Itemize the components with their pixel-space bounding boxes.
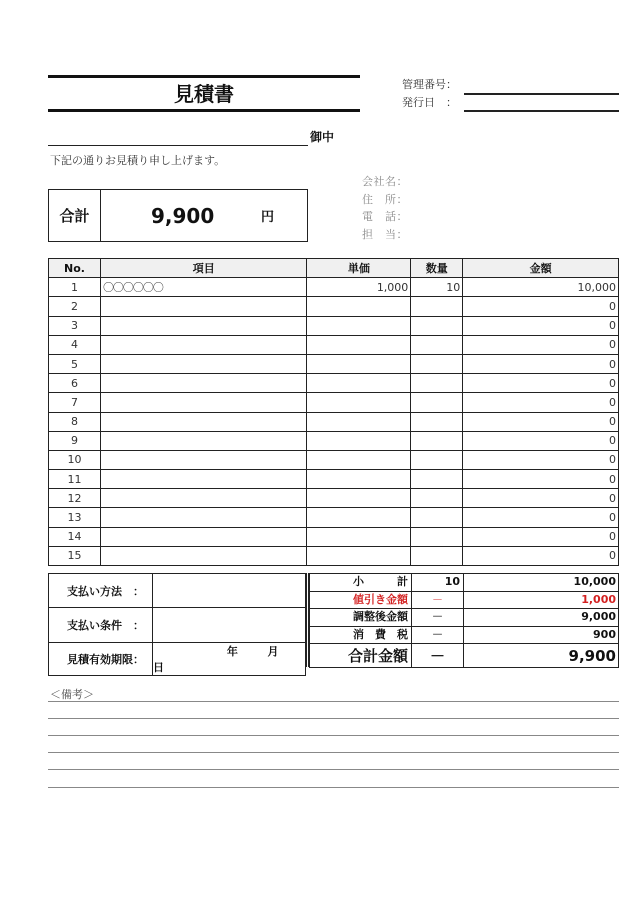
cell-item[interactable] bbox=[100, 393, 307, 412]
table-row bbox=[49, 450, 619, 469]
cell-amount: 0 bbox=[463, 354, 619, 373]
cell-unit-price[interactable] bbox=[307, 508, 411, 527]
table-row bbox=[49, 508, 619, 527]
cell-qty[interactable] bbox=[411, 489, 463, 508]
remarks-line[interactable] bbox=[48, 735, 619, 736]
year-label: 年 bbox=[226, 645, 238, 658]
cell-qty[interactable] bbox=[411, 354, 463, 373]
cell-no: 12 bbox=[49, 489, 101, 508]
currency-label: 円 bbox=[261, 210, 275, 225]
cell-item[interactable] bbox=[100, 335, 307, 354]
cell-no: 8 bbox=[49, 412, 101, 431]
cell-qty[interactable] bbox=[411, 508, 463, 527]
payment-method-label: 支払い方法 ： bbox=[49, 574, 153, 608]
cell-qty[interactable] bbox=[411, 546, 463, 565]
discount-label: 値引き金額 bbox=[310, 591, 412, 609]
cell-no: 6 bbox=[49, 374, 101, 393]
table-row bbox=[49, 278, 619, 297]
cell-amount: 0 bbox=[463, 508, 619, 527]
cell-qty[interactable] bbox=[411, 393, 463, 412]
cell-amount: 0 bbox=[463, 527, 619, 546]
cell-amount: 0 bbox=[463, 431, 619, 450]
table-row bbox=[49, 546, 619, 565]
table-row bbox=[49, 316, 619, 335]
header-no: No. bbox=[49, 259, 101, 278]
cell-amount: 0 bbox=[463, 412, 619, 431]
table-row bbox=[49, 527, 619, 546]
header-quantity: 数量 bbox=[411, 259, 463, 278]
cell-item[interactable]: 〇〇〇〇〇〇 bbox=[100, 278, 307, 297]
subtotal-qty: 10 bbox=[412, 574, 464, 592]
grand-total-label: 合計金額 bbox=[310, 644, 412, 668]
table-row bbox=[49, 354, 619, 373]
cell-qty[interactable] bbox=[411, 412, 463, 431]
cell-no: 3 bbox=[49, 316, 101, 335]
cell-unit-price[interactable] bbox=[307, 335, 411, 354]
cell-item[interactable] bbox=[100, 354, 307, 373]
cell-amount: 10,000 bbox=[463, 278, 619, 297]
total-box bbox=[48, 189, 308, 242]
cell-unit-price[interactable] bbox=[307, 527, 411, 546]
remarks-line[interactable] bbox=[48, 718, 619, 719]
cell-item[interactable] bbox=[100, 470, 307, 489]
table-row bbox=[49, 470, 619, 489]
company-info bbox=[362, 173, 408, 243]
remarks-line[interactable] bbox=[48, 787, 619, 788]
cell-item[interactable] bbox=[100, 527, 307, 546]
cell-no: 7 bbox=[49, 393, 101, 412]
cell-amount: 0 bbox=[463, 546, 619, 565]
cell-unit-price[interactable] bbox=[307, 374, 411, 393]
cell-no: 9 bbox=[49, 431, 101, 450]
cell-qty[interactable] bbox=[411, 527, 463, 546]
cell-no: 4 bbox=[49, 335, 101, 354]
cell-qty[interactable] bbox=[411, 335, 463, 354]
cell-no: 5 bbox=[49, 354, 101, 373]
total-label: 合計 bbox=[49, 190, 101, 241]
day-label: 日 bbox=[153, 661, 164, 674]
month-label: 月 bbox=[267, 645, 279, 658]
cell-amount: 0 bbox=[463, 335, 619, 354]
cell-qty[interactable]: 10 bbox=[411, 278, 463, 297]
payment-table bbox=[48, 573, 306, 676]
cell-amount: 0 bbox=[463, 470, 619, 489]
cell-unit-price[interactable] bbox=[307, 546, 411, 565]
cell-qty[interactable] bbox=[411, 470, 463, 489]
cell-no: 13 bbox=[49, 508, 101, 527]
table-row bbox=[49, 393, 619, 412]
validity-field[interactable] bbox=[153, 643, 306, 676]
cell-qty[interactable] bbox=[411, 431, 463, 450]
remarks-line[interactable] bbox=[48, 701, 619, 702]
phone-label: 電 話： bbox=[362, 210, 408, 223]
tax-label: 消 費 税 bbox=[310, 626, 412, 644]
discount-amount[interactable]: 1,000 bbox=[464, 591, 619, 609]
cell-no: 15 bbox=[49, 546, 101, 565]
table-row bbox=[49, 489, 619, 508]
payment-terms-label: 支払い条件 ： bbox=[49, 608, 153, 643]
company-name-label: 会社名： bbox=[362, 175, 408, 188]
tax-row bbox=[310, 626, 619, 644]
cell-unit-price[interactable] bbox=[307, 316, 411, 335]
adjusted-qty: － bbox=[412, 609, 464, 627]
management-number-label: 管理番号： bbox=[402, 78, 457, 91]
contact-label: 担 当： bbox=[362, 227, 408, 241]
grand-total-row bbox=[310, 644, 619, 668]
remarks-label: ＜備考＞ bbox=[50, 688, 94, 701]
adjusted-row bbox=[310, 609, 619, 627]
remarks-line[interactable] bbox=[48, 769, 619, 770]
intro-text: 下記の通りお見積り申し上げます。 bbox=[50, 154, 226, 167]
cell-item[interactable] bbox=[100, 508, 307, 527]
tax-amount: 900 bbox=[464, 626, 619, 644]
cell-unit-price[interactable]: 1,000 bbox=[307, 278, 411, 297]
subtotal-amount: 10,000 bbox=[464, 574, 619, 592]
header-unit-price: 単価 bbox=[307, 259, 411, 278]
document-title: 見積書 bbox=[174, 82, 234, 106]
cell-unit-price[interactable] bbox=[307, 470, 411, 489]
cell-no: 2 bbox=[49, 297, 101, 316]
summary-table bbox=[309, 573, 619, 668]
management-number-field[interactable] bbox=[464, 93, 619, 95]
issue-date-label: 発行日 ： bbox=[402, 96, 457, 109]
table-row bbox=[49, 412, 619, 431]
cell-amount: 0 bbox=[463, 450, 619, 469]
cell-amount: 0 bbox=[463, 393, 619, 412]
cell-item[interactable] bbox=[100, 412, 307, 431]
title-top-rule bbox=[48, 75, 360, 78]
table-row bbox=[49, 431, 619, 450]
payment-terms-field[interactable] bbox=[153, 608, 306, 643]
discount-row bbox=[310, 591, 619, 609]
tax-qty: － bbox=[412, 626, 464, 644]
table-row bbox=[49, 297, 619, 316]
cell-item[interactable] bbox=[100, 546, 307, 565]
cell-unit-price[interactable] bbox=[307, 431, 411, 450]
title-bottom-rule bbox=[48, 109, 360, 112]
cell-qty[interactable] bbox=[411, 316, 463, 335]
header-amount: 金額 bbox=[463, 259, 619, 278]
remarks-line[interactable] bbox=[48, 752, 619, 753]
cell-item[interactable] bbox=[100, 489, 307, 508]
recipient-field[interactable] bbox=[48, 145, 308, 146]
payment-terms-row bbox=[49, 608, 306, 643]
items-table bbox=[48, 258, 619, 566]
cell-item[interactable] bbox=[100, 450, 307, 469]
cell-item[interactable] bbox=[100, 431, 307, 450]
adjusted-amount: 9,000 bbox=[464, 609, 619, 627]
validity-label: 見積有効期限： bbox=[49, 643, 153, 676]
items-header-row bbox=[49, 259, 619, 278]
cell-unit-price[interactable] bbox=[307, 450, 411, 469]
table-row bbox=[49, 335, 619, 354]
total-value-cell bbox=[101, 190, 307, 241]
payment-method-row bbox=[49, 574, 306, 608]
cell-no: 11 bbox=[49, 470, 101, 489]
cell-no: 1 bbox=[49, 278, 101, 297]
cell-qty[interactable] bbox=[411, 374, 463, 393]
payment-method-field[interactable] bbox=[153, 574, 306, 608]
cell-unit-price[interactable] bbox=[307, 297, 411, 316]
cell-no: 10 bbox=[49, 450, 101, 469]
cell-item[interactable] bbox=[100, 374, 307, 393]
discount-qty: － bbox=[412, 591, 464, 609]
header-item: 項目 bbox=[100, 259, 307, 278]
grand-total-qty: － bbox=[412, 644, 464, 668]
address-label: 住 所： bbox=[362, 192, 408, 206]
cell-amount: 0 bbox=[463, 374, 619, 393]
cell-qty[interactable] bbox=[411, 297, 463, 316]
total-amount: 9,900 bbox=[151, 203, 215, 228]
cell-unit-price[interactable] bbox=[307, 393, 411, 412]
cell-item[interactable] bbox=[100, 316, 307, 335]
cell-unit-price[interactable] bbox=[307, 489, 411, 508]
cell-item[interactable] bbox=[100, 297, 307, 316]
cell-unit-price[interactable] bbox=[307, 412, 411, 431]
table-row bbox=[49, 374, 619, 393]
cell-amount: 0 bbox=[463, 316, 619, 335]
validity-row bbox=[49, 643, 306, 676]
adjusted-label: 調整後金額 bbox=[310, 609, 412, 627]
cell-qty[interactable] bbox=[411, 450, 463, 469]
cell-unit-price[interactable] bbox=[307, 354, 411, 373]
subtotal-row bbox=[310, 574, 619, 592]
grand-total-amount: 9,900 bbox=[464, 644, 619, 668]
recipient-suffix: 御中 bbox=[310, 130, 335, 144]
issue-date-field[interactable] bbox=[464, 110, 619, 112]
subtotal-label: 小 計 bbox=[310, 574, 412, 592]
cell-amount: 0 bbox=[463, 489, 619, 508]
cell-amount: 0 bbox=[463, 297, 619, 316]
cell-no: 14 bbox=[49, 527, 101, 546]
